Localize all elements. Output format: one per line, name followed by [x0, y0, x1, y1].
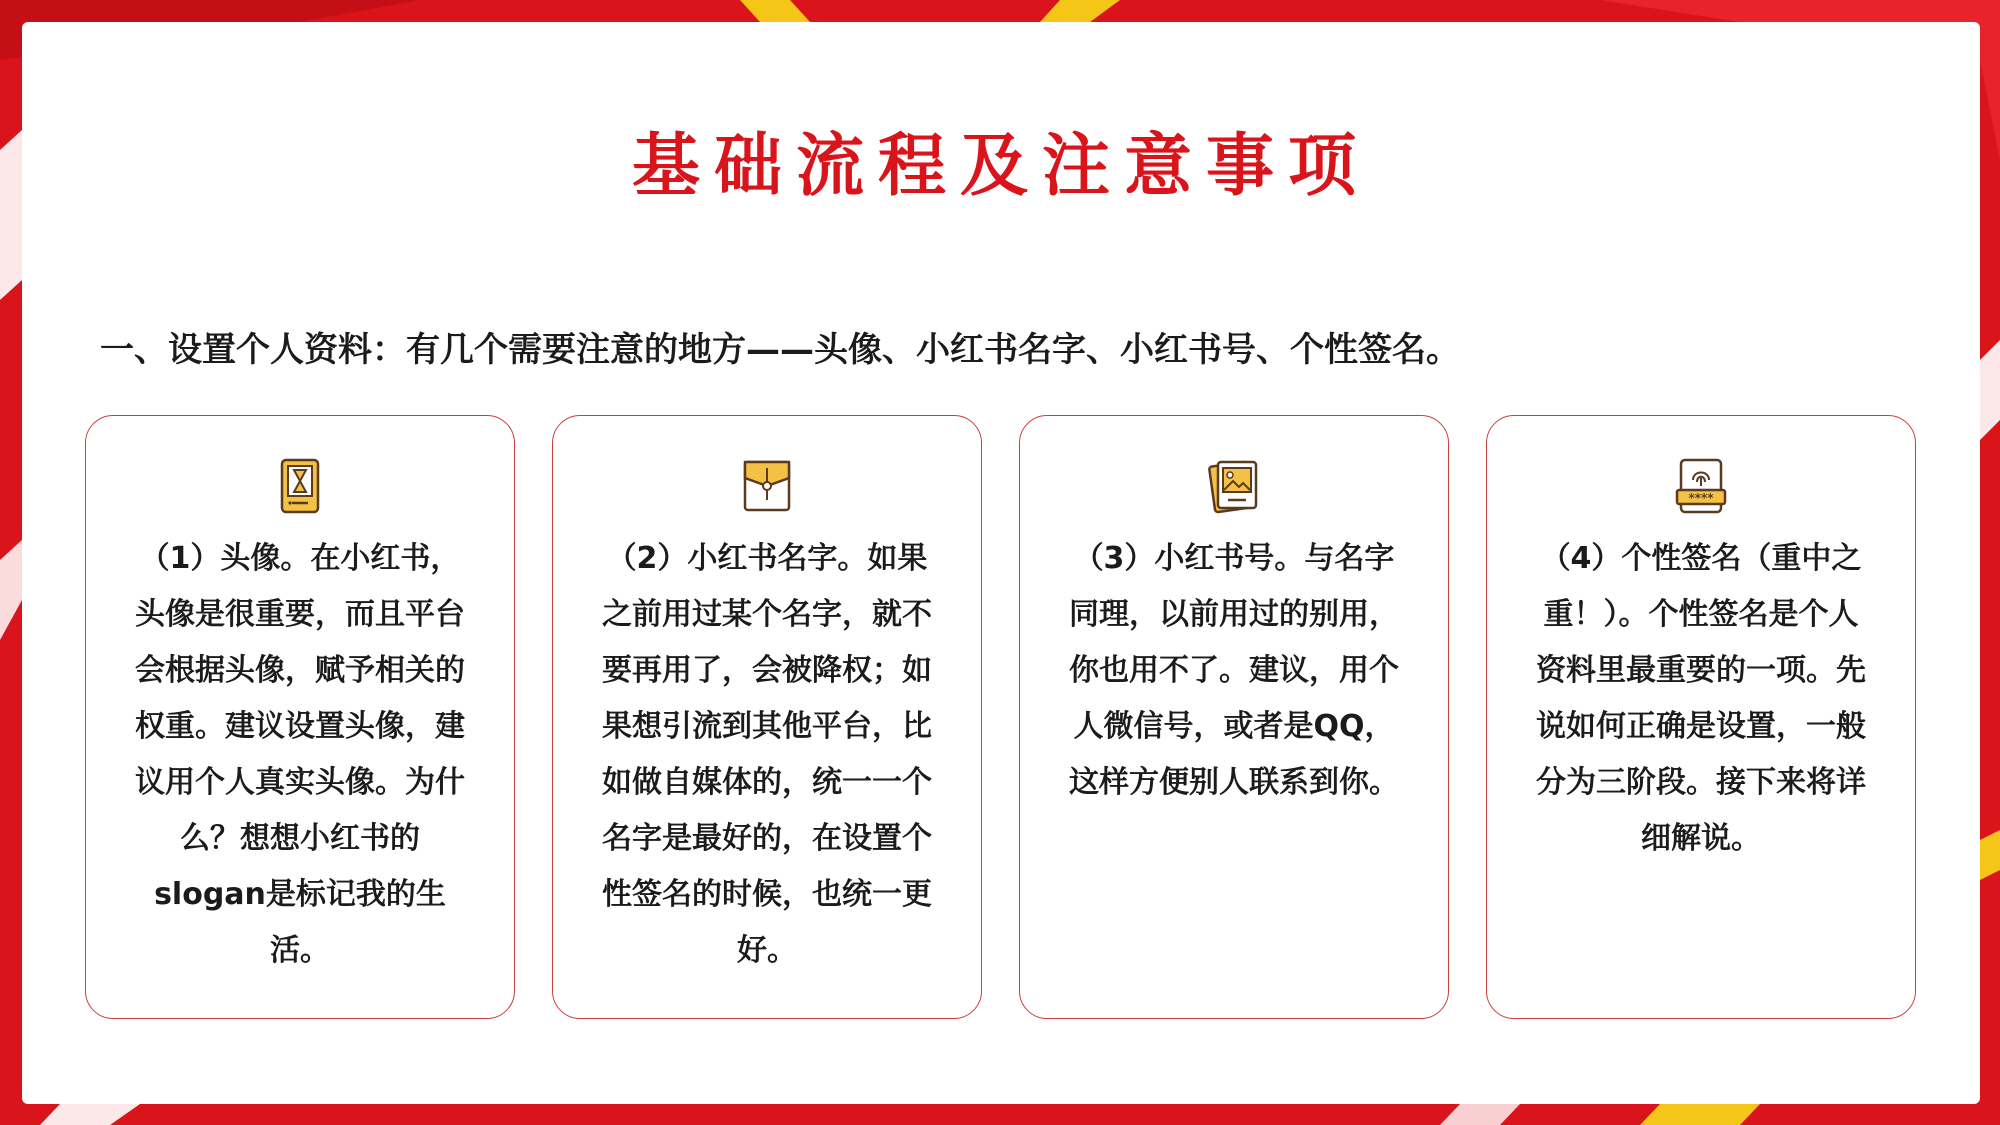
section-intro: 一、设置个人资料：有几个需要注意的地方——头像、小红书名字、小红书号、个性签名。 [100, 330, 1460, 370]
photo-frame-icon [1206, 456, 1262, 516]
card-text: （4）个性签名（重中之重！）。个性签名是个人资料里最重要的一项。先说如何正确是设置，一般分为三阶段。接下来将详细解说。 [1536, 541, 1866, 856]
card-id [1019, 415, 1449, 1019]
hourglass-phone-icon [272, 456, 328, 516]
card-text: （3）小红书号。与名字同理，以前用过的别用，你也用不了。建议，用个人微信号，或者是QQ，这样方便别人联系到你。 [1069, 541, 1399, 800]
page-title: 基础流程及注意事项 [631, 127, 1370, 206]
envelope-clip-icon [739, 456, 795, 516]
svg-text:****: **** [1688, 491, 1714, 505]
card-name [552, 415, 982, 1019]
fingerprint-password-icon [1673, 456, 1729, 516]
card-avatar [85, 415, 515, 1019]
card-signature [1486, 415, 1916, 1019]
card-text: （1）头像。在小红书，头像是很重要，而且平台会根据头像，赋予相关的权重。建议设置头像，建议用个人真实头像。为什么？想想小红书的slogan是标记我的生活。 [135, 541, 465, 968]
slide-canvas [22, 22, 1980, 1104]
card-text: （2）小红书名字。如果之前用过某个名字，就不要再用了，会被降权；如果想引流到其他平台，比如做自媒体的，统一一个名字是最好的，在设置个性签名的时候，也统一更好。 [602, 541, 932, 968]
